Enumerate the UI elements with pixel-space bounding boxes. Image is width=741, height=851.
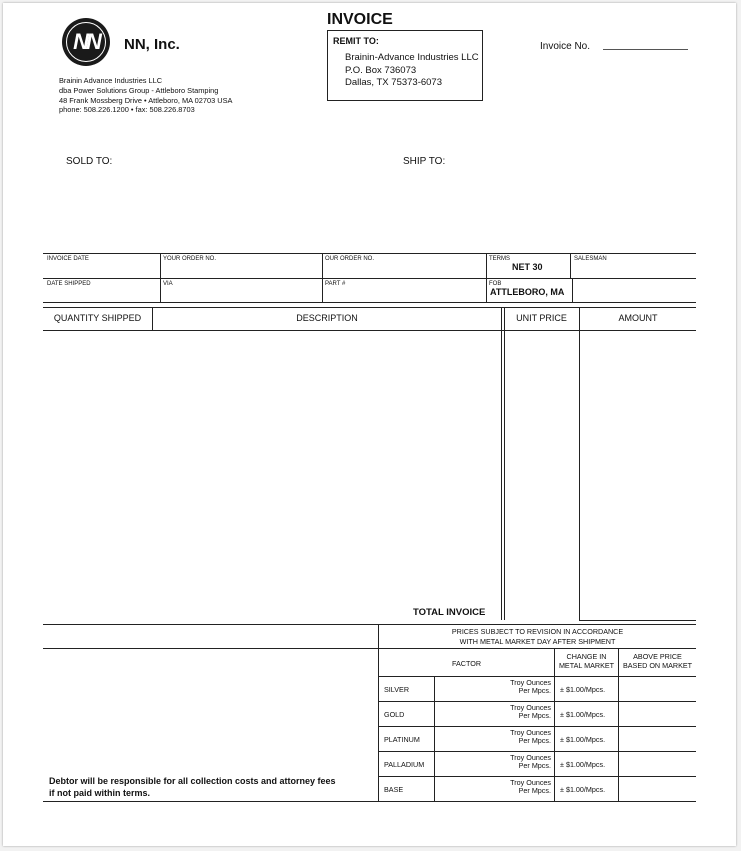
metal-unit-line: Per Mpcs. bbox=[518, 686, 551, 695]
metal-notice bbox=[379, 627, 696, 646]
metal-notice-line: PRICES SUBJECT TO REVISION IN ACCORDANCE bbox=[451, 627, 624, 636]
metal-change: ± $1.00/Mpcs. bbox=[560, 735, 606, 744]
metal-unit-line: Per Mpcs. bbox=[518, 736, 551, 745]
sold-to-label: SOLD TO: bbox=[66, 156, 113, 167]
company-line: dba Power Solutions Group - Attleboro Stamping bbox=[59, 85, 219, 95]
part-label: PART # bbox=[325, 281, 346, 287]
remit-line: Brainin-Advance Industries LLC bbox=[345, 52, 479, 63]
footer-note-line: if not paid within terms. bbox=[49, 787, 150, 798]
your-order-no-label: YOUR ORDER NO. bbox=[163, 256, 217, 262]
above-header-line: ABOVE PRICE bbox=[633, 652, 682, 661]
metal-change: ± $1.00/Mpcs. bbox=[560, 785, 606, 794]
company-line: 48 Frank Mossberg Drive • Attleboro, MA 02703 USA bbox=[59, 95, 233, 105]
date-shipped-label: DATE SHIPPED bbox=[47, 281, 91, 287]
change-header bbox=[555, 653, 618, 670]
terms-value: NET 30 bbox=[512, 262, 543, 272]
invoice-title: INVOICE bbox=[327, 11, 393, 28]
remit-line: Dallas, TX 75373-6073 bbox=[345, 77, 442, 88]
col-amount-header: AMOUNT bbox=[618, 313, 658, 323]
metal-unit-line: Per Mpcs. bbox=[518, 711, 551, 720]
metal-unit-line: Troy Ounces bbox=[510, 678, 551, 687]
company-name: NN, Inc. bbox=[124, 36, 180, 53]
fob-value: ATTLEBORO, MA bbox=[490, 287, 565, 297]
metal-name: BASE bbox=[384, 785, 404, 794]
change-header-line: METAL MARKET bbox=[558, 660, 615, 670]
metal-unit bbox=[483, 704, 551, 720]
total-invoice-label: TOTAL INVOICE bbox=[413, 607, 486, 618]
terms-label: TERMS bbox=[489, 256, 510, 262]
metal-unit bbox=[483, 729, 551, 745]
invoice-no-label: Invoice No. bbox=[540, 41, 591, 52]
metal-unit bbox=[483, 754, 551, 770]
invoice-no-field[interactable] bbox=[603, 49, 688, 50]
metal-name: GOLD bbox=[384, 710, 405, 719]
via-label: VIA bbox=[163, 281, 173, 287]
fob-label: FOB bbox=[489, 281, 502, 287]
remit-line: P.O. Box 736073 bbox=[345, 64, 417, 76]
factor-header: FACTOR bbox=[451, 659, 482, 668]
col-description-header: DESCRIPTION bbox=[296, 313, 358, 323]
invoice-page bbox=[3, 3, 736, 846]
company-logo-icon bbox=[62, 18, 110, 66]
company-line: phone: 508.226.1200 • fax: 508.226.8703 bbox=[59, 105, 195, 115]
footer-note bbox=[49, 776, 336, 799]
metal-change: ± $1.00/Mpcs. bbox=[560, 760, 606, 769]
footer-note-line: Debtor will be responsible for all collection costs and attorney fees bbox=[49, 776, 336, 786]
metal-change: ± $1.00/Mpcs. bbox=[560, 710, 606, 719]
metal-change: ± $1.00/Mpcs. bbox=[560, 685, 606, 694]
remit-to-box bbox=[327, 30, 483, 101]
col-quantity-header: QUANTITY SHIPPED bbox=[53, 313, 142, 323]
metal-unit bbox=[483, 679, 551, 695]
metal-name: SILVER bbox=[384, 685, 410, 694]
metal-unit-line: Troy Ounces bbox=[510, 753, 551, 762]
ship-to-label: SHIP TO: bbox=[403, 156, 446, 167]
remit-to-label: REMIT TO: bbox=[333, 36, 379, 46]
metal-unit-line: Per Mpcs. bbox=[518, 761, 551, 770]
metal-name: PALLADIUM bbox=[384, 760, 425, 769]
metal-unit-line: Troy Ounces bbox=[510, 778, 551, 787]
salesman-label: SALESMAN bbox=[574, 256, 607, 262]
above-header bbox=[619, 653, 696, 670]
logo-letters: NN bbox=[73, 29, 99, 54]
above-header-line: BASED ON MARKET bbox=[622, 660, 693, 670]
metal-unit-line: Troy Ounces bbox=[510, 728, 551, 737]
company-address bbox=[59, 76, 232, 115]
invoice-date-label: INVOICE DATE bbox=[47, 256, 89, 262]
metal-unit-line: Per Mpcs. bbox=[518, 786, 551, 795]
metal-name: PLATINUM bbox=[384, 735, 420, 744]
company-line: Brainin Advance Industries LLC bbox=[59, 76, 163, 85]
our-order-no-label: OUR ORDER NO. bbox=[325, 256, 375, 262]
change-header-line: CHANGE IN bbox=[566, 652, 607, 661]
metal-unit bbox=[483, 779, 551, 795]
metal-unit-line: Troy Ounces bbox=[510, 703, 551, 712]
col-unit-price-header: UNIT PRICE bbox=[516, 313, 567, 323]
metal-notice-line: WITH METAL MARKET DAY AFTER SHIPMENT bbox=[459, 636, 616, 646]
